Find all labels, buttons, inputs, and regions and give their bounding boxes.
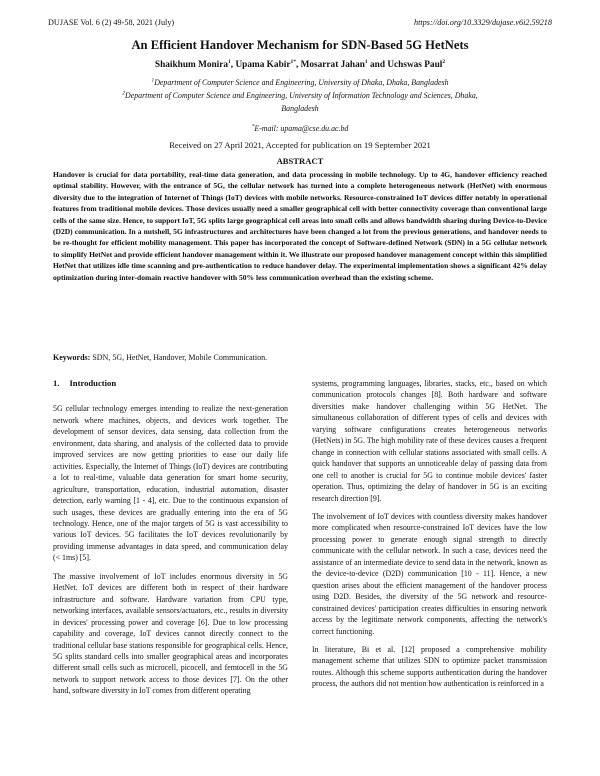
section-number: 1. bbox=[53, 378, 60, 388]
author-affiliation-mark: 2 bbox=[442, 58, 446, 65]
body-paragraph: The massive involvement of IoT includes enormous diversity in 5G HetNet. IoT devices are different both in respect of their hardware infrastructure and software. Hardware variation from CPU type, networking interfaces, available sensors/actuators, etc., results in diversity in devices' processing power and coverage [6]. Due to low processing capability and coverage, IoT devices cannot directly connect to the traditional cellular base stations responsible for geographical cells. Hence, 5G splits standard cells into smaller geographical areas and incorporates different small cells such as microcell, picocell, and femtocell in the 5G network to support network access to those devices [7]. On the other hand, software diversity in IoT comes from different operating bbox=[53, 571, 288, 696]
author-name: Shaikhum Monira bbox=[154, 60, 229, 70]
author-separator: and bbox=[367, 60, 388, 70]
section-title: Introduction bbox=[69, 378, 117, 388]
right-column bbox=[312, 378, 547, 697]
section-heading bbox=[53, 378, 288, 389]
affiliation-2-continued: Bangladesh bbox=[281, 104, 319, 113]
author-separator: , bbox=[230, 60, 236, 70]
author-separator: , bbox=[295, 60, 301, 70]
body-paragraph: The involvement of IoT devices with countless diversity makes handover more complicated when resource-constrained IoT devices have the low processing power to generate enough signal strength to directly communicate with the cellular network. In such a case, devices need the assistance of an intermediate device to send data in the network, known as the device-to-device (D2D) communication [10 - 11]. Hence, a new question arises about the efficient management of the handover process using D2D. Besides, the diversity of the 5G network and resource-constrained devices' participation creates difficulties in ensuring network access by the legitimate network components, affecting the network's correct functioning. bbox=[312, 511, 547, 636]
affiliation-mark: 1 bbox=[151, 77, 155, 84]
affiliation-mark: 2 bbox=[122, 90, 125, 97]
email-text: E-mail: upama@cse.du.ac.bd bbox=[254, 124, 349, 133]
keywords-label: Keywords: bbox=[53, 353, 91, 362]
affiliation-text: Department of Computer Science and Engineering, University of Information Technology and Sciences, Dhaka, bbox=[125, 91, 478, 100]
affiliation-1 bbox=[80, 78, 520, 88]
corresponding-mark: * bbox=[251, 123, 255, 130]
corresponding-email[interactable] bbox=[40, 124, 560, 133]
abstract-text: Handover is crucial for data portability, real-time data generation, and data processing in mobile technology. Up to 4G, handover efficiency reached optimal stability. However, with the entrance of 5G, the cellular network has turned into a complete heterogeneous network (HetNet) with enormous diversity due to the integration of Internet of Things (IoT) devices with mobile networks. Resource-constrained IoT devices differ notably in operational features from traditional mobile devices. Those devices usually need a smaller geographical cell with better connectivity coverage than conventional large cells of the same size. Hence, to support IoT, 5G splits large geographical cell areas into small cells and allows bandwidth sharing during Device-to-Device (D2D) communication. In a nutshell, 5G infrastructures and architectures have been changed a lot from the previous generations, and handover needs to be re-thought for efficient mobility management. This paper has incorporated the concept of Software-defined Network (SDN) in a 5G cellular network to simplify HetNet and provide efficient handover management within it. We illustrate our proposed handover management concept within this simplified HetNet that utilizes idle time scanning and pre-authentication to reduce handover delay. The experimental implementation shows a significant 42% delay optimization during inter-domain reactive handover with 50% less communication overhead than the existing scheme. bbox=[53, 170, 547, 282]
author-affiliation-mark: 1 bbox=[228, 58, 231, 65]
author-name: Upama Kabir bbox=[235, 60, 291, 70]
affiliation-text: Department of Computer Science and Engineering, University of Dhaka, Dhaka, Bangladesh bbox=[154, 78, 449, 87]
author-name: Uchswas Paul bbox=[387, 60, 443, 70]
author-affiliation-mark: 1 bbox=[364, 58, 368, 65]
body-paragraph: 5G cellular technology emerges intending to realize the next-generation network where machines, objects, and devices work together. The development of sensor devices, data sensing, data collection from the environment, data sharing, and analysis of the collected data to provide improved services are now getting priorities to ease our daily life activities. Especially, the Internet of Things (IoT) devices are contributing a lot to real-time, valuable data generation for smart home security, agriculture, transportation, education, industrial automation, disaster detection, early warning [1 - 4], etc. Due to the continuous expansion of such usages, these devices are gradually entering into the era of 5G technology. Hence, one of the major targets of 5G is vast accessibility to various IoT devices. 5G facilitates the IoT devices revolutionarily by providing immense advantages in data speed, and communication delay (< 1ms) [5]. bbox=[53, 404, 288, 563]
affiliation-2 bbox=[80, 91, 520, 101]
author-name: Mosarrat Jahan bbox=[300, 60, 365, 70]
journal-citation: DUJASE Vol. 6 (2) 49-58, 2021 (July) bbox=[48, 18, 175, 27]
paper-title: An Efficient Handover Mechanism for SDN-Based 5G HetNets bbox=[131, 38, 469, 52]
body-paragraph: In literature, Bi et al. [12] proposed a comprehensive mobility management scheme that utilizes SDN to optimize packet transmission routes. Although this scheme supports authentication during the handover process, the authors did not mention how authentication is reinforced in a bbox=[312, 644, 547, 689]
running-header bbox=[48, 18, 552, 27]
keywords bbox=[53, 353, 547, 362]
abstract-heading: ABSTRACT bbox=[276, 156, 324, 166]
body-paragraph: systems, programming languages, libraries, stacks, etc., based on which communication protocols changes [8]. Both hardware and software diversities make handover challenging within 5G HetNet. The simultaneous collaboration of different types of cells and devices with varying software configurations creates heterogeneous networks (HetNets) in 5G. The high mobility rate of these devices causes a frequent change in connection with cellular stations associated with small cells. A quick handover that supports an unnoticeable delay of passing data from one cell to another is crucial for 5G to continue mobile devices' faster operation. Thus, optimizing the delay of handover in 5G is an exciting research direction [9]. bbox=[312, 379, 547, 503]
submission-dates: Received on 27 April 2021, Accepted for publication on 19 September 2021 bbox=[169, 140, 431, 150]
doi-link[interactable]: https://doi.org/10.3329/dujase.v6i2.59218 bbox=[414, 18, 552, 27]
author-list bbox=[40, 60, 560, 70]
keywords-text: SDN, 5G, HetNet, Handover, Mobile Communication. bbox=[92, 353, 268, 362]
author-affiliation-mark: 1* bbox=[290, 58, 296, 65]
left-column bbox=[53, 378, 288, 704]
